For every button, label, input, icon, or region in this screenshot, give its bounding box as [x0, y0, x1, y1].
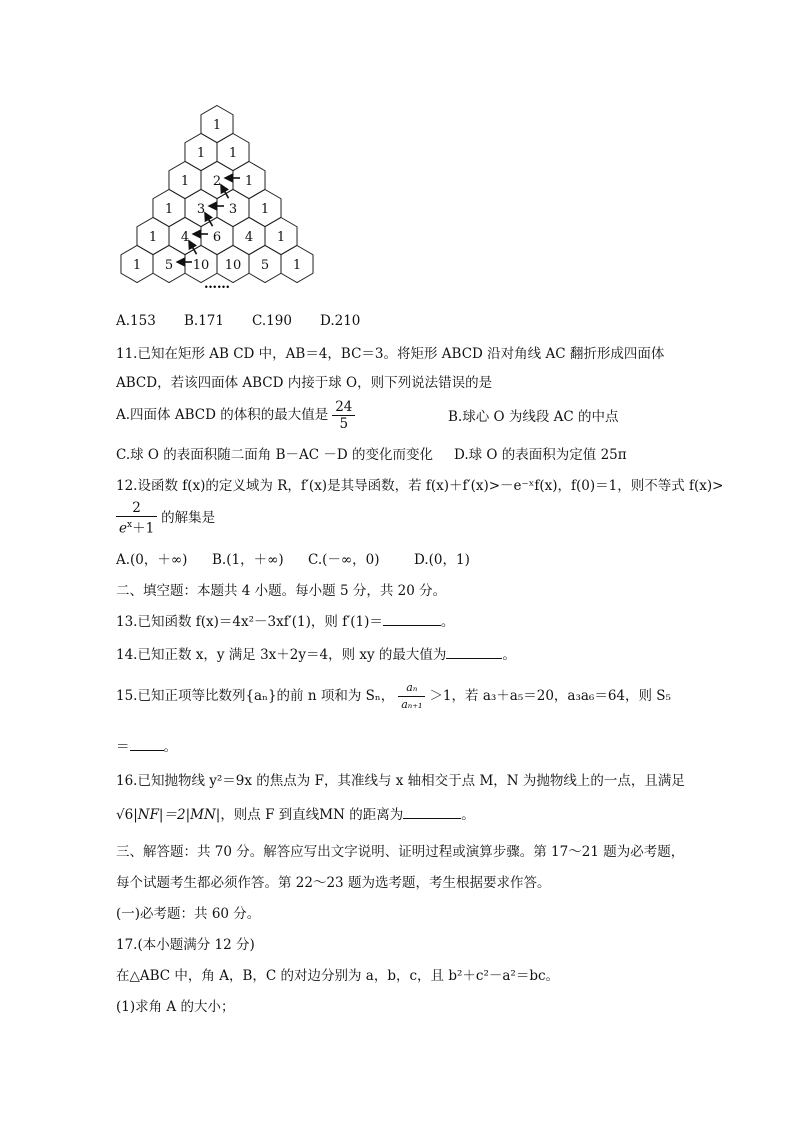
section2-heading: 二、填空题：本题共 4 小题。每小题 5 分，共 20 分。	[116, 583, 447, 599]
q16-line2	[116, 806, 475, 824]
q11-option-d: D.球 O 的表面积为定值 25π	[454, 447, 627, 463]
q16-math: |NF|＝2|MN|	[133, 807, 221, 823]
hex-cell-number: 5	[260, 258, 270, 273]
hex-cell-number: 10	[224, 258, 242, 273]
q11-line2: ABCD，若该四面体 ABCD 内接于球 O，则下列说法错误的是	[116, 375, 493, 391]
hex-cell-number: 1	[228, 146, 238, 161]
q11-option-a-fraction	[332, 399, 355, 432]
hex-cell-number: 4	[244, 230, 254, 245]
hex-cell-number: 1	[164, 202, 174, 217]
pascal-triangle-figure	[110, 100, 320, 300]
q17-text: 在△ABC 中，角 A，B，C 的对边分别为 a，b，c，且 b²＋c²－a²＝bc。	[116, 968, 560, 984]
ellipsis: ……	[204, 277, 230, 292]
hex-cell-number: 4	[180, 230, 190, 245]
q12-line1: 12.设函数 f(x)的定义域为 R，f′(x)是其导函数，若 f(x)＋f′(x)>－e⁻ˣf(x)，f(0)＝1，则不等式 f(x)>	[116, 478, 724, 494]
q12-option-d: D.(0，1)	[414, 552, 470, 568]
q13	[116, 613, 454, 631]
q12-line2-suffix: 的解集是	[161, 509, 216, 526]
q16-answer-blank[interactable]	[403, 806, 461, 819]
fraction-numerator: aₙ	[398, 680, 425, 697]
hex-cell-number: 1	[132, 258, 142, 273]
q14-text: 14.已知正数 x，y 满足 3x＋2y＝4，则 xy 的最大值为	[116, 647, 447, 663]
q14-end: 。	[502, 647, 516, 663]
q16-text: ，则点 F 到直线MN 的距离为	[220, 807, 404, 823]
hex-cell-number: 1	[244, 174, 254, 189]
frac-den-sup: x	[127, 520, 133, 530]
q11-line1: 11.已知在矩形 AB CD 中，AB＝4，BC＝3。将矩形 ABCD 沿对角线 AC 翻折形成四面体	[116, 346, 665, 362]
hex-cell-number: 1	[292, 258, 302, 273]
q12-option-a: A.(0，＋∞)	[116, 552, 188, 568]
q11-option-a	[116, 399, 359, 432]
hex-cell-number: 5	[164, 258, 174, 273]
fraction-numerator: 24	[332, 399, 355, 416]
fraction-denominator	[116, 517, 157, 537]
q13-end: 。	[440, 614, 455, 630]
section3-line2: 每个试题考生都必须作答。第 22～23 题为选考题，考生根据要求作答。	[116, 875, 551, 891]
q11-option-c: C.球 O 的表面积随二面角 B－AC －D 的变化而变化	[116, 447, 433, 463]
q10-options	[116, 312, 360, 330]
hex-cell-number: 6	[212, 230, 222, 245]
part1-heading: (一)必考题：共 60 分。	[116, 906, 261, 922]
q10-option-b: B.171	[184, 313, 224, 329]
q10-option-a: A.153	[116, 313, 156, 329]
q15-end: 。	[163, 739, 177, 755]
q15-equals: ＝	[116, 739, 130, 755]
hex-cell-number: 1	[196, 146, 206, 161]
hex-cell-number: 3	[196, 202, 206, 217]
hex-cell-number: 1	[260, 202, 270, 217]
fraction-numerator: 2	[116, 500, 157, 517]
q15-fraction	[398, 680, 425, 713]
hex-cell-number: 1	[276, 230, 286, 245]
hex-cell-number: 1	[180, 174, 190, 189]
q16-sqrt: √6	[116, 807, 134, 823]
hex-cell-number: 2	[212, 174, 222, 189]
q11-option-a-text: A.四面体 ABCD 的体积的最大值是	[116, 407, 329, 423]
q16-line1: 16.已知抛物线 y²＝9x 的焦点为 F，其准线与 x 轴相交于点 M，N 为抛物线上的一点，且满足	[116, 773, 685, 789]
q17-title: 17.(本小题满分 12 分)	[116, 937, 255, 953]
q15-line1	[116, 680, 671, 713]
q12-fraction	[116, 500, 157, 537]
q15-condition: ＞1，若 a₃＋a₅＝20，a₃a₆＝64，则 S₅	[429, 688, 671, 704]
q15-line2	[116, 738, 177, 756]
q15-text: 15.已知正项等比数列{aₙ}的前 n 项和为 Sₙ，	[116, 688, 395, 704]
q11-option-b: B.球心 O 为线段 AC 的中点	[448, 409, 619, 425]
q14	[116, 646, 516, 664]
q10-option-d: D.210	[320, 313, 361, 329]
hex-cell-number: 3	[228, 202, 238, 217]
q12-line2	[116, 500, 215, 537]
q10-option-c: C.190	[252, 313, 292, 329]
hex-cell-number: 1	[212, 118, 222, 133]
q12-option-c: C.(－∞，0)	[308, 552, 380, 568]
q14-answer-blank[interactable]	[446, 646, 502, 659]
section3-line1: 三、解答题：共 70 分。解答应写出文字说明、证明过程或演算步骤。第 17～21 题为必考题，	[116, 844, 685, 860]
q16-end: 。	[461, 807, 475, 823]
q12-options	[116, 551, 470, 569]
q12-option-b: B.(1，＋∞)	[212, 552, 284, 568]
hex-cell-number: 1	[148, 230, 158, 245]
q15-answer-blank[interactable]	[130, 738, 164, 751]
frac-den-base: e	[119, 520, 127, 537]
q13-text: 13.已知函数 f(x)＝4x²－3xf′(1)，则 f′(1)＝	[116, 614, 383, 630]
fraction-denominator: 5	[339, 416, 349, 432]
frac-den-rest: ＋1	[132, 520, 155, 537]
q17-sub1: (1)求角 A 的大小；	[116, 999, 235, 1015]
hex-cell-number: 10	[192, 258, 210, 273]
q13-answer-blank[interactable]	[383, 613, 441, 626]
fraction-denominator: aₙ₊₁	[401, 698, 423, 711]
